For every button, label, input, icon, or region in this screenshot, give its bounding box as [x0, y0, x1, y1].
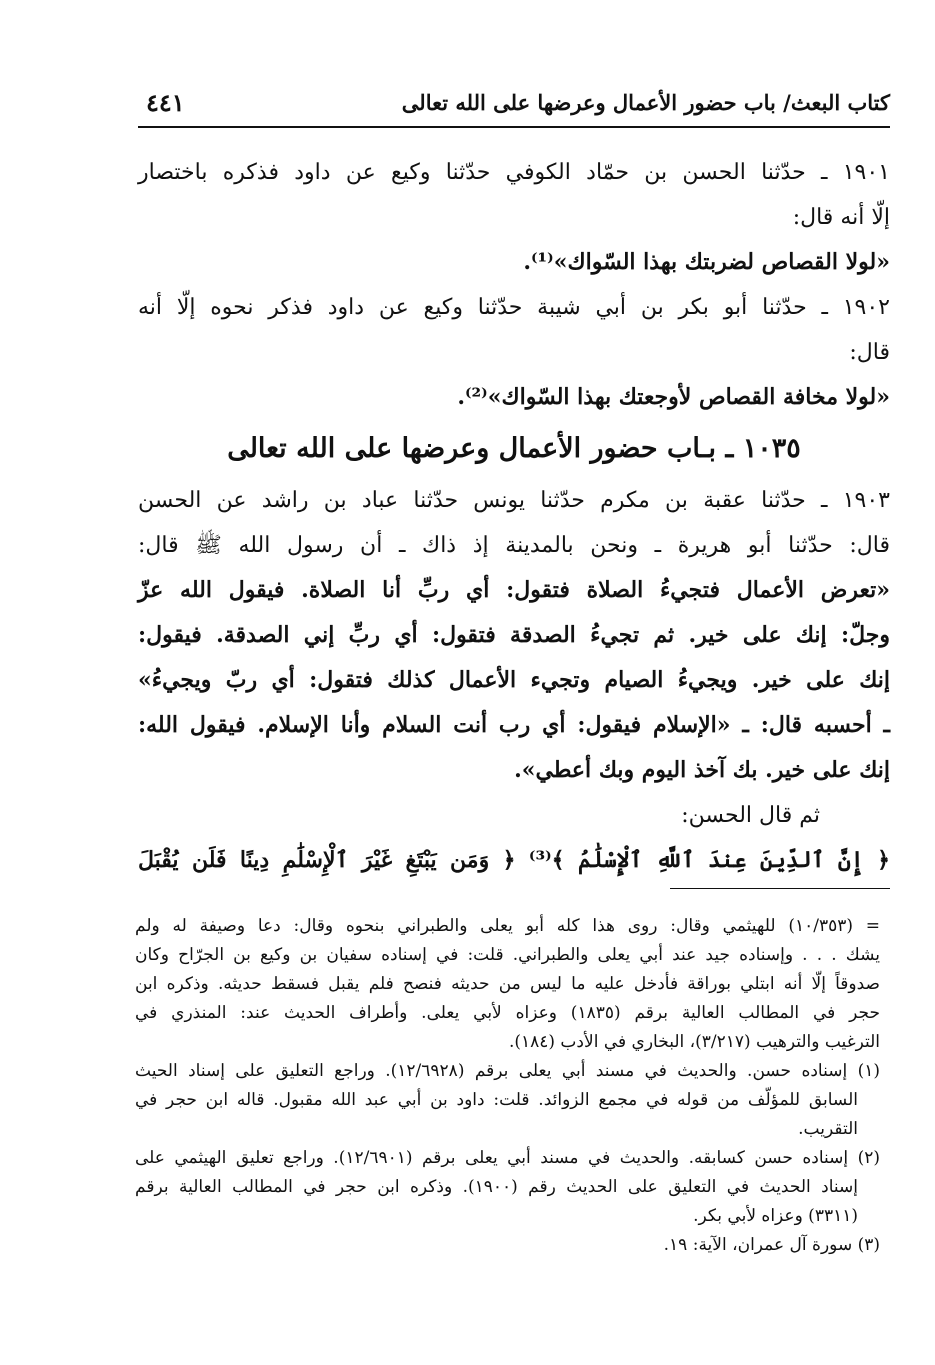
footnote-2-line-2: إسناد الحديث في التعليق على الحديث رقم (١٩٠٠). وذكره ابن حجر في المطالب العالية برقم — [135, 1177, 858, 1197]
footnote-rule — [670, 888, 890, 889]
footnote-3-line-1: (٣) سورة آل عمران، الآية: ١٩. — [663, 1235, 880, 1255]
footnotes — [135, 912, 880, 1260]
page-header — [138, 88, 890, 128]
header-rule — [138, 126, 890, 128]
hadith-1903-quote-line-4: ـ أحسبه قال: ـ «الإسلام فيقول: أي رب أنت السلام وأنا الإسلام. فيقول الله: — [138, 712, 890, 738]
page-number: ٤٤١ — [146, 88, 185, 117]
hadith-1903-quote-line-1: «تعرض الأعمال فتجيءُ الصلاة فتقول: أي ربِّ أنا الصلاة. فيقول الله عزّ — [138, 577, 890, 603]
hadith-1903-quote-line-3: إنك على خير. ويجيءُ الصيام وتجيء الأعمال كذلك فتقول: أي ربّ ويجيءُ» — [138, 667, 890, 693]
footnote-1-line-1: (١) إسناده حسن. والحديث في مسند أبي يعلى برقم (١٢/٦٩٢٨). وراجع التعليق على إسناد الحيث — [135, 1061, 880, 1081]
hadith-1902-line-2: قال: — [849, 340, 890, 365]
footnote-1-line-3: التقريب. — [798, 1119, 858, 1139]
footnote-2-line-1: (٢) إسناده حسن كسابقه. والحديث في مسند أبي يعلى برقم (١٢/٦٩٠١). وراجع تعليق الهيثمي على — [135, 1148, 881, 1168]
hadith-1903-line-2: قال: حدّثنا أبو هريرة ـ ونحن بالمدينة إذ ذاك ـ أن رسول الله ﷺ قال: — [138, 533, 890, 558]
hasan-said-line: ثم قال الحسن: — [681, 803, 820, 828]
hadith-1903-line-1: ١٩٠٣ ـ حدّثنا عقبة بن مكرم حدّثنا يونس حدّثنا عباد بن راشد عن الحسن — [138, 488, 890, 513]
footnote-continued-line-1: = (١٠/٣٥٣) للهيثمي وقال: روى هذا كله أبو يعلى والطبراني بنحوه وقال: دعا وصيفة له ولم — [135, 916, 881, 936]
footnote-2-line-3: (٣٣١١) وعزاه لأبي بكر. — [693, 1206, 858, 1226]
hadith-1901-line-1: ١٩٠١ ـ حدّثنا الحسن بن حمّاد الكوفي حدّثنا وكيع عن داود فذكره باختصار — [138, 160, 890, 185]
footnote-continued-line-5: الترغيب والترهيب (٣/٢١٧)، البخاري في الأدب (١٨٤). — [508, 1032, 880, 1052]
hadith-1902-line-1: ١٩٠٢ ـ حدّثنا أبو بكر بن أبي شيبة حدّثنا وكيع عن داود فذكر نحوه إلّا أنه — [138, 295, 890, 320]
hadith-1901-quote: «لولا القصاص لضربتك بهذا السّواك»⁽¹⁾. — [523, 249, 890, 275]
quran-verse-line: ﴿ إِنَّ ٱلدِّينَ عِندَ ٱللَّهِ ٱلْإِسْلَٰمُ ﴾⁽³⁾ ﴿ وَمَن يَبْتَغِ غَيْرَ ٱلْإِسْلَٰمِ دِينًا فَلَن يُقْبَلَ — [138, 847, 890, 873]
chapter-title: ١٠٣٥ ـ بـاب حضور الأعمال وعرضها على الله تعالى — [227, 433, 801, 464]
running-head: كتاب البعث/ باب حضور الأعمال وعرضها على الله تعالى — [401, 90, 890, 115]
hadith-1903-quote-line-5: إنك على خير. بك آخذ اليوم وبك أعطي». — [514, 757, 890, 783]
footnote-continued-line-4: حجر في المطالب العالية برقم (١٨٣٥) وعزاه لأبي يعلى. وأطراف الحديث عند: المنذري في — [135, 1003, 880, 1023]
footnote-continued-line-2: يشك . . . وإسناده جيد عند أبي يعلى والطبراني. قلت: في إسناده سفيان بن وكيع بن الجرّاح وكان — [135, 945, 880, 965]
main-text — [138, 150, 890, 883]
hadith-1902-quote: «لولا مخافة القصاص لأوجعتك بهذا السّواك»⁽²⁾. — [457, 384, 890, 410]
footnote-1-line-2: السابق للمؤلّف من قوله في مجمع الزوائد. قلت: داود بن أبي عبد الله مقبول. قاله ابن حجر في — [135, 1090, 858, 1110]
hadith-1901-line-2: إلّا أنه قال: — [792, 205, 890, 230]
footnote-continued-line-3: صدوقاً إلّا أنه ابتلي بوراقة فأدخل عليه ما ليس من حديثه فنصح فلم يقبل فسقط حديثه. وذكره ابن — [135, 974, 880, 994]
hadith-1903-quote-line-2: وجلّ: إنك على خير. ثم تجيءُ الصدقة فتقول: أي ربِّ إني الصدقة. فيقول: — [138, 622, 890, 648]
